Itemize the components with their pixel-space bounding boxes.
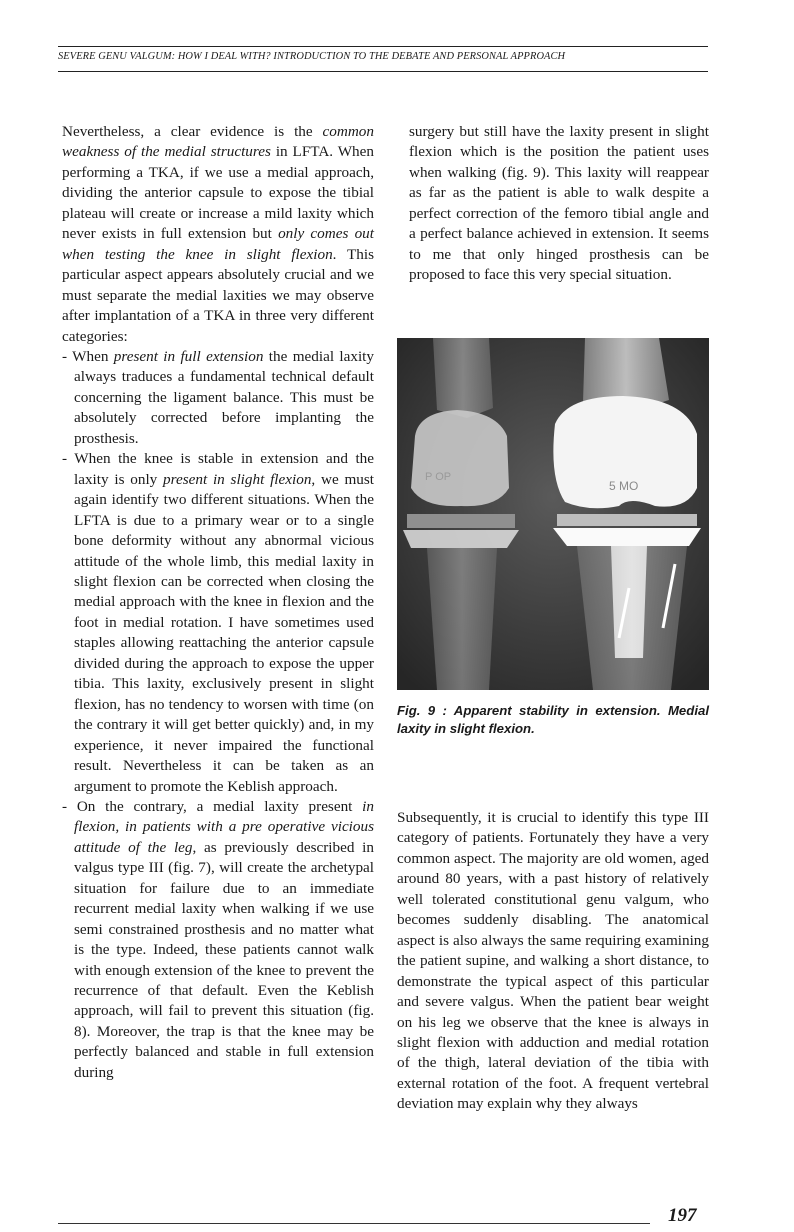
list-item: - When the knee is stable in extension and the laxity is only present in slight flexion, we must again identify two different situations. When the LFTA is due to a primary wear or to a single bone deformity without any abnormal vicious attitude of the whole limb, this medial laxity in slight flexion can be corrected when closing the medial approach with the knee in flexion and the foot in medial rotation. I have sometimes used staples allowing reattaching the anterior capsule divided during the approach to expose the upper tibia. This laxity, exclusively present in slight flexion, has no tendency to worsen with time (on the contrary it will get better quickly) and, in my experience, it never impaired the functional result. Nevertheless it can be taken as an argument to promote the Keblish approach. — [62, 450, 375, 795]
left-femoral-component — [411, 410, 509, 506]
figure-caption: Fig. 9 : Apparent stability in extension. Medial laxity in slight flexion. — [397, 703, 709, 736]
header-rule-top — [58, 46, 708, 47]
list-item: - When present in full extension the medial laxity always traduces a fundamental technical default concerning the ligament balance. This must be absolutely corrected before implanting the prosthesis. — [62, 347, 374, 447]
right-tibial-tray — [553, 528, 701, 546]
right-tibial-insert — [557, 514, 697, 526]
paragraph: surgery but still have the laxity present in slight flexion which is the position the patient uses when walking (fig. 9). This laxity will reappear as far as the patient is able to walk despite a perfect correction of the femoro tibial angle and a perfect balance achieved in extension. It seems to me that only hinged prosthesis can be proposed to face this very special situation. — [409, 123, 709, 284]
left-column — [62, 122, 374, 1083]
right-tibia — [577, 546, 687, 690]
paragraph: Nevertheless, a clear evidence is the common weakness of the medial structures in LFTA. When performing a TKA, if we use a medial approach, dividing the anterior capsule to expose the tibial plateau will create or increase a mild laxity which never exists in full extension but only comes out when testing the knee in slight flexion. This particular aspect appears absolutely crucial and we must separate the medial laxities we may observe after implantation of a TKA in three very different categories: — [62, 123, 375, 345]
page-number: 197 — [668, 1205, 697, 1226]
left-tibial-tray — [403, 530, 519, 548]
left-tibial-insert — [407, 514, 515, 528]
right-column-top — [409, 122, 709, 286]
right-column-bottom — [397, 808, 709, 1115]
knee-xray-image — [397, 338, 709, 690]
header-rule-bottom — [58, 71, 708, 72]
xray-label-left: P OP — [425, 471, 452, 483]
left-tibia — [427, 548, 497, 690]
paragraph: Subsequently, it is crucial to identify this type III category of patients. Fortunately they have a very common aspect. The majority are old women, aged around 80 years, with a past history of relatively well tolerated constitutional genu valgum, who becomes suddenly disabling. The anatomical aspect is also always the same requiring examining the patient supine, and walking a short distance, to demonstrate the typical aspect of this particular and severe valgus. When the patient bear weight on his leg we observe that the knee is always in slight flexion with adduction and medial rotation of the thigh, lateral deviation of the tibia with external rotation of the foot. A frequent vertebral deviation may explain why they always — [397, 809, 709, 1113]
left-femur-shaft — [433, 338, 493, 418]
xray-figure — [397, 338, 709, 690]
xray-label-right: 5 MO — [609, 479, 639, 493]
footer-rule — [58, 1223, 650, 1224]
running-header: SEVERE GENU VALGUM: HOW I DEAL WITH? INTRODUCTION TO THE DEBATE AND PERSONAL APPROACH — [58, 51, 566, 62]
list-item: - On the contrary, a medial laxity present in flexion, in patients with a pre operative vicious attitude of the leg, as previously described in valgus type III (fig. 7), will create the archetypal situation for failure due to an immediate recurrent medial laxity when walking if we use semi constrained prosthesis and no matter what is the type. Indeed, these patients cannot walk with enough extension of the knee to prevent the recurrence of that default. Even the Keblish approach, will fail to prevent this situation (fig. 8). Moreover, the trap is that the knee may be perfectly balanced and stable in full extension during — [62, 797, 374, 1081]
